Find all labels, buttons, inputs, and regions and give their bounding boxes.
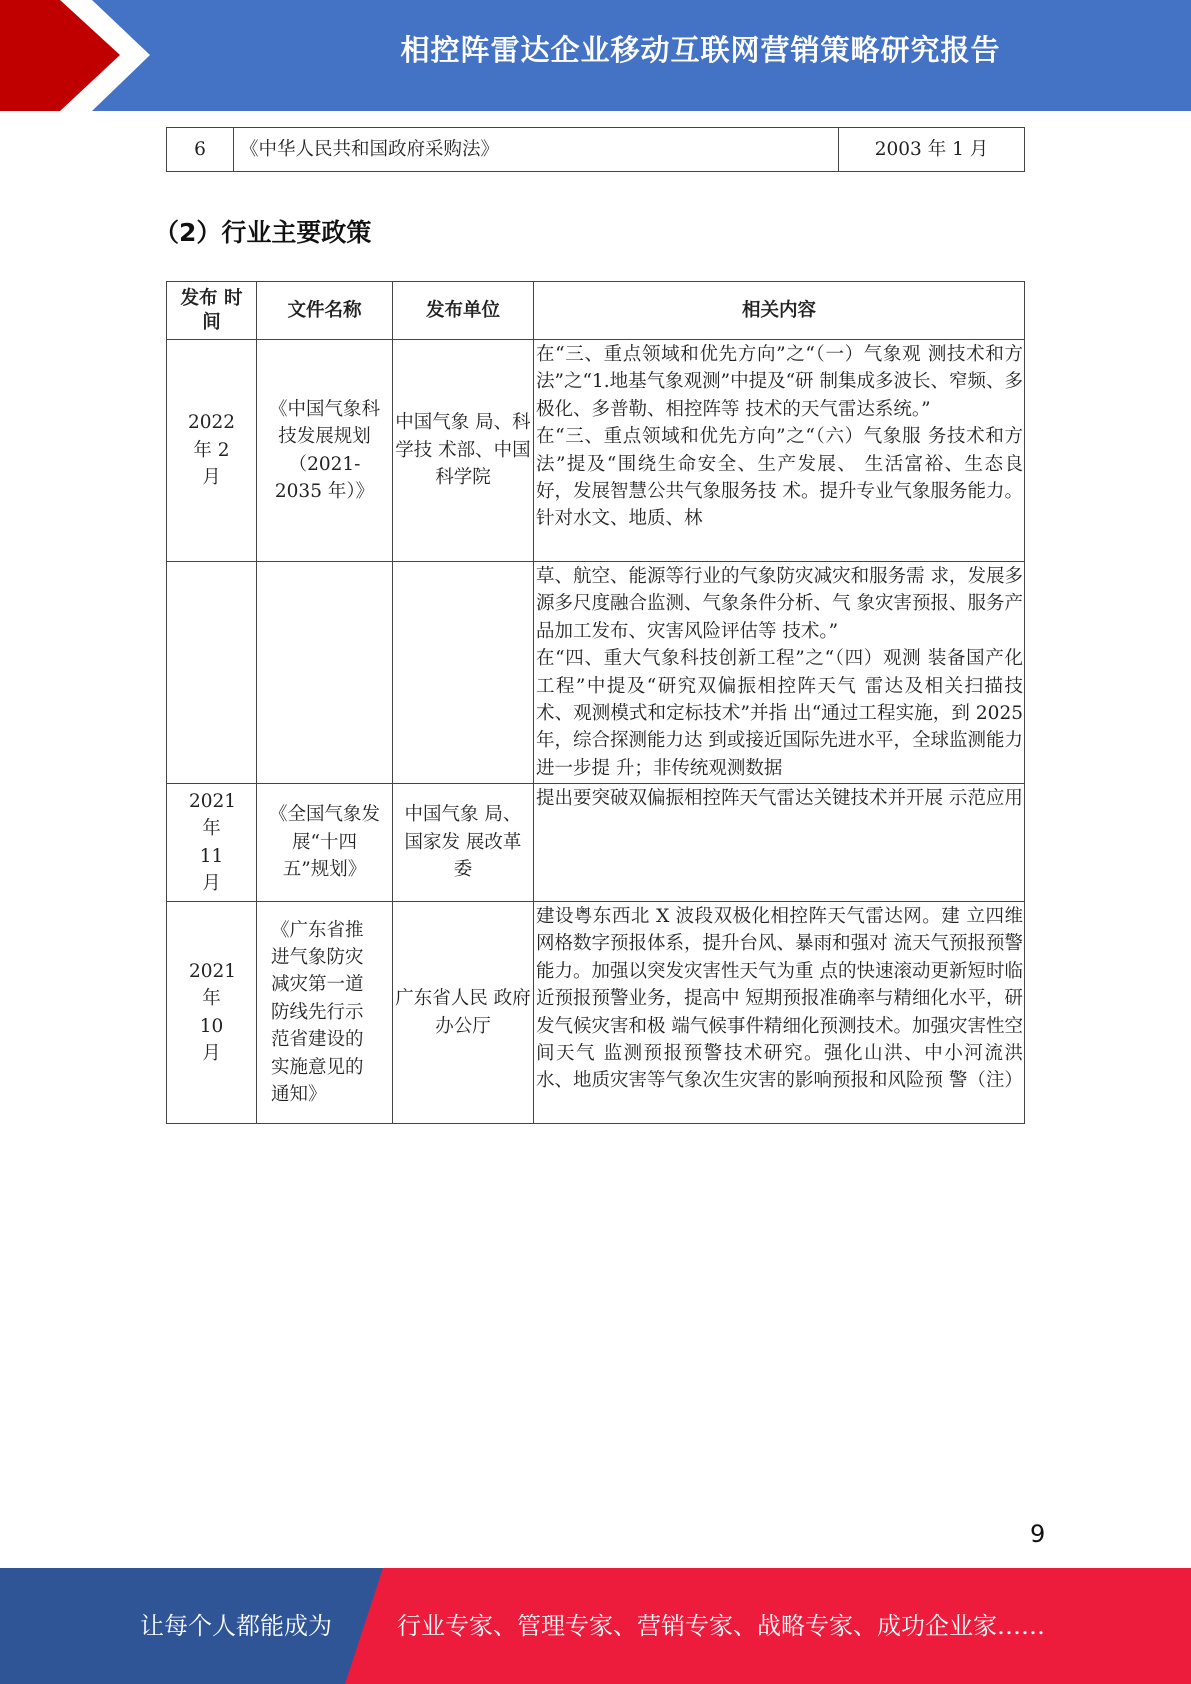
policy-time [167,562,257,784]
table-row [167,784,1025,902]
footer-slogan-left: 让每个人都能成为 [140,1612,332,1640]
table-row [167,562,1025,784]
page-header [0,0,1191,111]
policy-file: 《全国气象发展“十四五”规划》 [257,784,393,902]
policy-content: 建设粤东西北 X 波段双极化相控阵天气雷达网。建 立四维网格数字预报体系，提升台风、暴雨和强对 流天气预报预警能力。加强以突发灾害性天气为重 点的快速滚动更新短时临近预报预警业务，提高中 短期预报准确率与精细化水平，研发气候灾害和极 端气候事件精细化预测技术。加强灾害性空间天气 监测预报预警技术研究。强化山洪、中小河流洪 水、地质灾害等气象次生灾害的影响预报和风险预 警（注） [534,902,1025,1124]
law-index: 6 [167,128,234,172]
policy-unit: 中国气象 局、国家发 展改革委 [393,784,534,902]
page-number: 9 [1030,1520,1046,1548]
law-table [166,127,1025,172]
footer-slogan-right: 行业专家、管理专家、营销专家、战略专家、成功企业家…… [397,1612,1045,1640]
policy-time: 2021 年 10 月 [167,902,257,1124]
policy-file: 《中国气象科技发展规划（2021-2035 年）》 [257,340,393,562]
policy-table [166,281,1025,1124]
column-header-file: 文件名称 [257,282,393,340]
policy-content: 提出要突破双偏振相控阵天气雷达关键技术并开展 示范应用 [534,784,1025,902]
column-header-content: 相关内容 [534,282,1025,340]
policy-time: 2022 年 2 月 [167,340,257,562]
column-header-time: 发布 时间 [167,282,257,340]
column-header-unit: 发布单位 [393,282,534,340]
report-title: 相控阵雷达企业移动互联网营销策略研究报告 [400,33,1001,67]
policy-file: 《广东省推进气象防灾减灾第一道防线先行示范省建设的实施意见的通知》 [257,902,393,1124]
policy-content: 在“三、重点领域和优先方向”之“（一）气象观 测技术和方法”之“1.地基气象观测”中提及“研 制集成多波长、窄频、多极化、多普勒、相控阵等 技术的天气雷达系统。” 在“三、重点领域和优先方向”之“（六）气象服 务技术和方法”提及“围绕生命安全、生产发展、 生活富裕、生态良好，发展智慧公共气象服务技 术。提升专业气象服务能力。针对水文、地质、林 [534,340,1025,562]
law-date: 2003 年 1 月 [839,128,1025,172]
table-row [167,902,1025,1124]
table-header-row [167,282,1025,340]
policy-content: 草、航空、能源等行业的气象防灾减灾和服务需 求，发展多源多尺度融合监测、气象条件分析、气 象灾害预报、服务产品加工发布、灾害风险评估等 技术。” 在“四、重大气象科技创新工程”之“（四）观测 装备国产化工程”中提及“研究双偏振相控阵天气 雷达及相关扫描技术、观测模式和定标技术”并指 出“通过工程实施，到 2025 年，综合探测能力达 到或接近国际先进水平，全球监测能力进一步提 升；非传统观测数据 [534,562,1025,784]
policy-time: 2021 年 11 月 [167,784,257,902]
policy-unit [393,562,534,784]
policy-unit: 中国气象 局、科学技 术部、中国 科学院 [393,340,534,562]
policy-file [257,562,393,784]
policy-unit: 广东省人民 政府办公厅 [393,902,534,1124]
page-footer [0,1568,1191,1684]
section-heading: （2）行业主要政策 [154,218,372,247]
law-name: 《中华人民共和国政府采购法》 [234,128,839,172]
table-row [167,340,1025,562]
table-row [167,128,1025,172]
